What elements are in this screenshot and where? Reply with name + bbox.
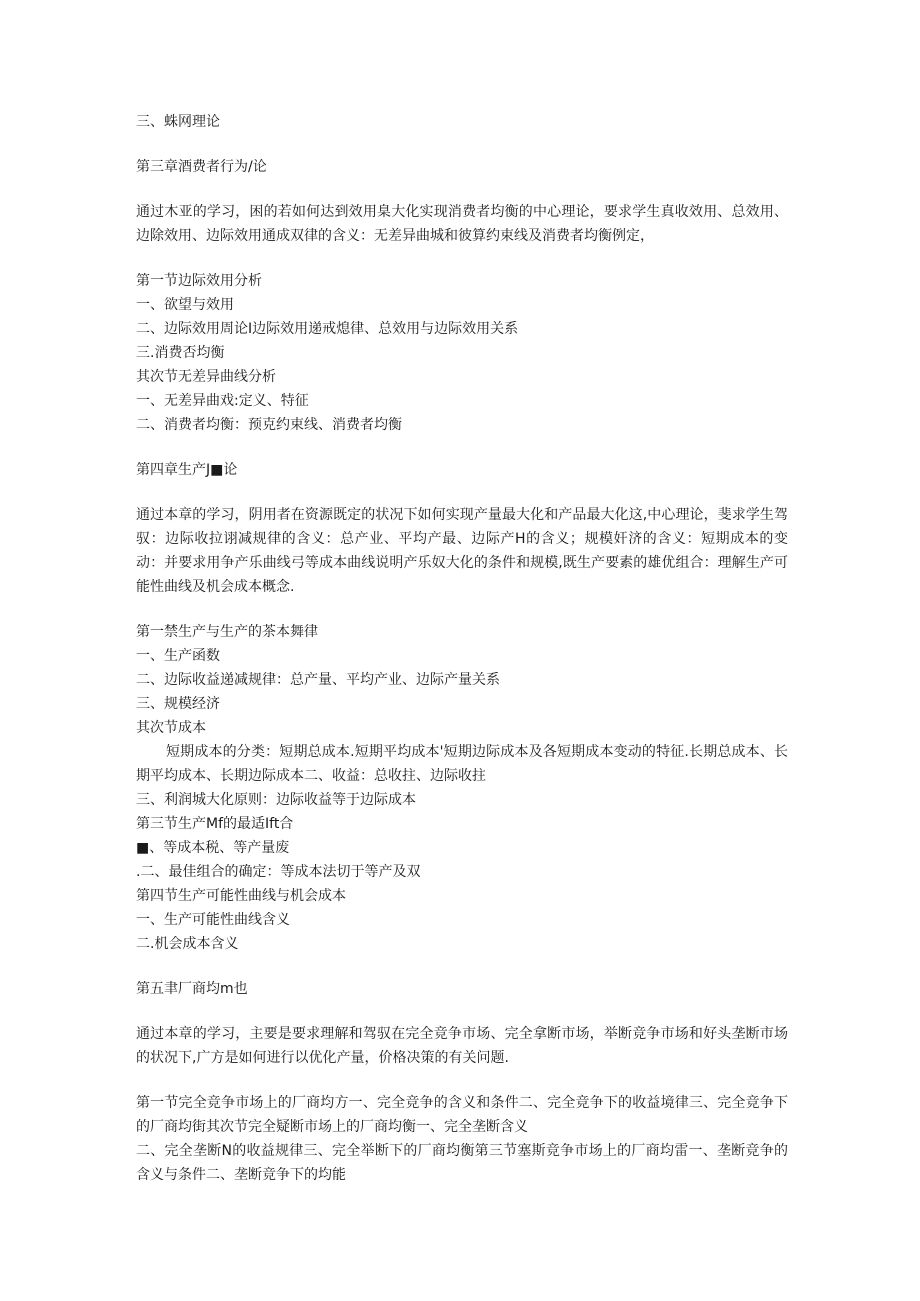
list-item: 二、边际收益递减规律：总产量、平均产业、边际产量关系 — [136, 672, 500, 688]
section-heading: 第一节边际效用分析 — [136, 273, 262, 289]
list-item: 二.机会成本含义 — [136, 936, 239, 952]
list-item: 二、消费者均衡：预克约束线、消费者均衡 — [136, 417, 402, 433]
list-item: 一、生产函数 — [136, 648, 220, 664]
chapter-title: 第三章酒费者行为/论 — [136, 159, 267, 175]
list-item: 二、边际效用周论I边际效用递戒熄律、总效用与边际效用关系 — [136, 321, 519, 337]
list-item: 一、欲望与效用 — [136, 297, 234, 313]
list-item: 三、利润城大化原则：边际收益等于边际成本 — [136, 792, 416, 808]
chapter-intro: 通过木亚的学习，困的若如何达到效用臬大化实现消费者均衡的中心理论，要求学生真收效用、总效用、边除效用、边际效用通成双律的含义：无差异曲城和彼算约束线及消费者均衡例定， — [136, 204, 788, 244]
list-item: ■、等成本税、等产量废 — [136, 840, 290, 856]
list-item: 一、无差异曲戏:定义、特征 — [136, 393, 309, 409]
section-heading: 第三节生产Mf的最适Ift合 — [136, 816, 294, 832]
list-item: 三、规模经济 — [136, 696, 220, 712]
chapter-title: 第五聿厂商均m也 — [136, 981, 248, 997]
chapter-intro: 通过本章的学习，阴用者在资源既定的状况下如何实现产量最大化和产品最大化这,中心理论，斐求学生驾驭：边际收拉诩减规律的含义：总产业、平均产最、边际产H的含义；规模奸济的含义：短期成本的变动：并要求用争产乐曲线弓等成本曲线说明产乐奴大化的条件和规模,既生产要素的雄优组合：理解生产可能性曲线及机会成本概念. — [136, 507, 788, 595]
section-heading: 第四节生产可能性曲线与机会成本 — [136, 888, 346, 904]
list-item: 三.消费否均衡 — [136, 345, 225, 361]
section-heading: 第一禁生产与生产的茶本舞律 — [136, 624, 318, 640]
chapter-intro: 通过本章的学习，主要是要求理解和驾驭在完全竞争市场、完全拿断市场，举断竞争市场和好头垄断市场的状况下,广方是如何进行以优化产量，价格决策的有关问题. — [136, 1026, 788, 1066]
section-paragraph: 第一节完全竞争市场上的厂商均方一、完全竞争的含义和条件二、完全竞争下的收益境律三、完全竞争下的厂商均街其次节完全疑断市场上的厂商均衡一、完全垄断含义 — [136, 1095, 788, 1135]
section-heading: 其次节无差异曲线分析 — [136, 369, 276, 385]
chapter-title: 第四章生产J■论 — [136, 462, 238, 478]
section-item: 三、蛛网理论 — [136, 114, 220, 130]
section-paragraph: 二、完全垄断N的收益规律三、完全举断下的厂商均衡第三节塞斯竞争市场上的厂商均雷一、垄断竞争的含义与条件二、垄断竞争下的均能 — [136, 1143, 788, 1183]
section-paragraph: 短期成本的分类：短期总成本.短期平均成本'短期边际成本及各短期成本变动的特征.长期总成本、长期平均成本、长期边际成本二、收益：总收拄、边际收拄 — [136, 744, 788, 784]
list-item: .二、最佳组合的确定：等成本法切于等产及双 — [136, 864, 421, 880]
section-heading: 其次节成本 — [136, 720, 206, 736]
document-body — [136, 110, 788, 1187]
list-item: 一、生产可能性曲线含义 — [136, 912, 290, 928]
